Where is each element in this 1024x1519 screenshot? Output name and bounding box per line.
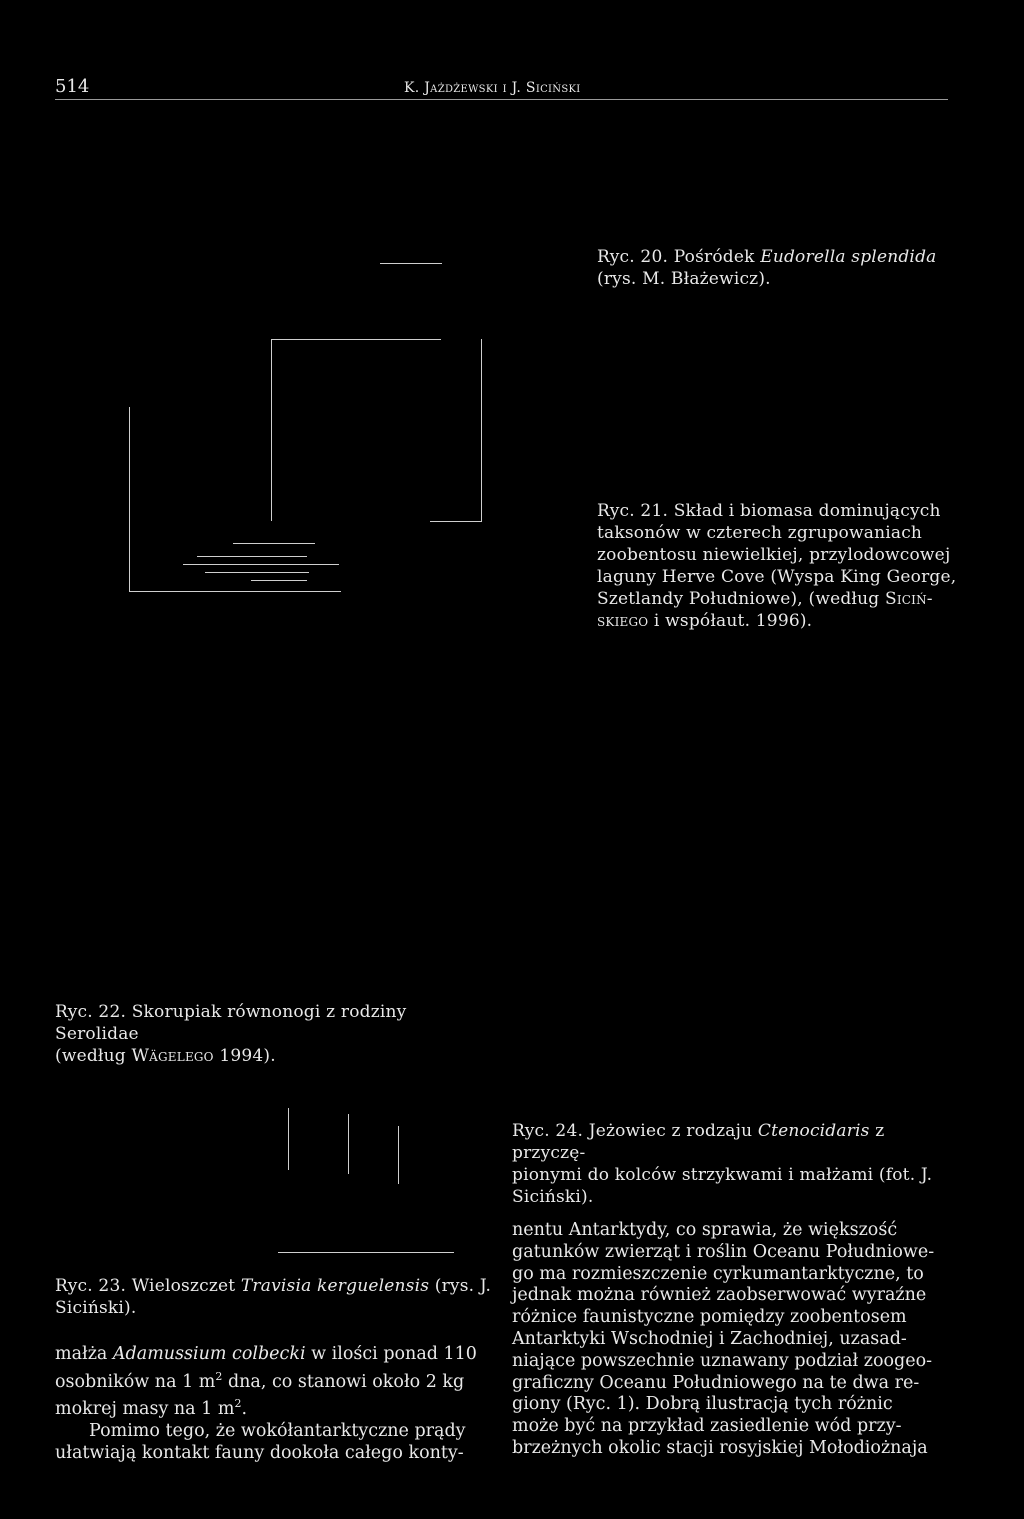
- figure-24-caption: Ryc. 24. Jeżowiec z rodzaju Ctenocidaris z przyczę- pionymi do kolców strzykwami i małżami (fot. J. Siciński).: [512, 1121, 933, 1207]
- running-head: K. Jażdżewski i J. Siciński: [404, 80, 581, 96]
- page-number: 514: [55, 76, 90, 97]
- figure-23-caption: Ryc. 23. Wieloszczet Travisia kerguelensis (rys. J. Siciński).: [55, 1276, 492, 1318]
- species-name: Adamussium colbecki: [112, 1344, 306, 1364]
- figure-21-author: Siciń-: [884, 589, 933, 609]
- figure-21-caption: Ryc. 21. Skład i biomasa dominujących taksonów w czterech zgrupowaniach zoobentosu niewielkiej, przylodowcowej laguny Herve Cove (Wyspa King George, Szetlandy Południowe), (według Siciń- skiego i współaut. 1996).: [597, 501, 957, 631]
- paragraph: małża Adamussium colbecki w ilości ponad 110: [55, 1344, 477, 1364]
- figure-23-image: [270, 1100, 460, 1260]
- figure-20-species: Eudorella splendida: [760, 247, 937, 267]
- figure-24-label: Ryc. 24.: [512, 1121, 584, 1141]
- figure-20-caption: Ryc. 20. Pośródek Eudorella splendida (rys. M. Błażewicz).: [597, 247, 937, 289]
- header-rule: [55, 99, 948, 100]
- right-column-text: nentu Antarktydy, co sprawia, że większość gatunków zwierząt i roślin Oceanu Południowe- go ma rozmieszczenie cyrkumantarktyczne, to jednak można również zaobserwować wyraźne różnice faunistyczne pomiędzy zoobentosem Antarktyki Wschodniej i Zachodniej, uzasad- niające powszechnie uznawany podział zoogeo- graficzny Oceanu Południowego na te dwa re- giony (Ryc. 1). Dobrą ilustracją tych różnic może być na przykład zasiedlenie wód przy- brzeżnych okolic stacji rosyjskiej Mołodiożnaja: [512, 1220, 935, 1458]
- figure-22-label: Ryc. 22.: [55, 1002, 127, 1022]
- figure-21-chart: [125, 335, 490, 595]
- figure-20-image: [380, 255, 450, 265]
- figure-22-author: Wägelego: [131, 1046, 214, 1066]
- figure-20-label: Ryc. 20.: [597, 247, 669, 267]
- figure-23-species: Travisia kerguelensis: [240, 1276, 430, 1296]
- figure-23-label: Ryc. 23.: [55, 1276, 127, 1296]
- figure-24-species: Ctenocidaris: [757, 1121, 870, 1141]
- figure-21-label: Ryc. 21.: [597, 501, 669, 521]
- paragraph: Pomimo tego, że wokółantarktyczne prądy: [89, 1421, 466, 1442]
- figure-22-caption: Ryc. 22. Skorupiak równonogi z rodziny Serolidae (według Wägelego 1994).: [55, 1002, 407, 1066]
- left-column-text: małża Adamussium colbecki w ilości ponad 110 osobników na 1 $m^2$ dna, co stanowi około 2 kg mokrej masy na 1 $m^2$. Pomimo tego, że wokółantarktyczne prądy ułatwiają kontakt fauny dookoła całego konty-: [55, 1344, 487, 1465]
